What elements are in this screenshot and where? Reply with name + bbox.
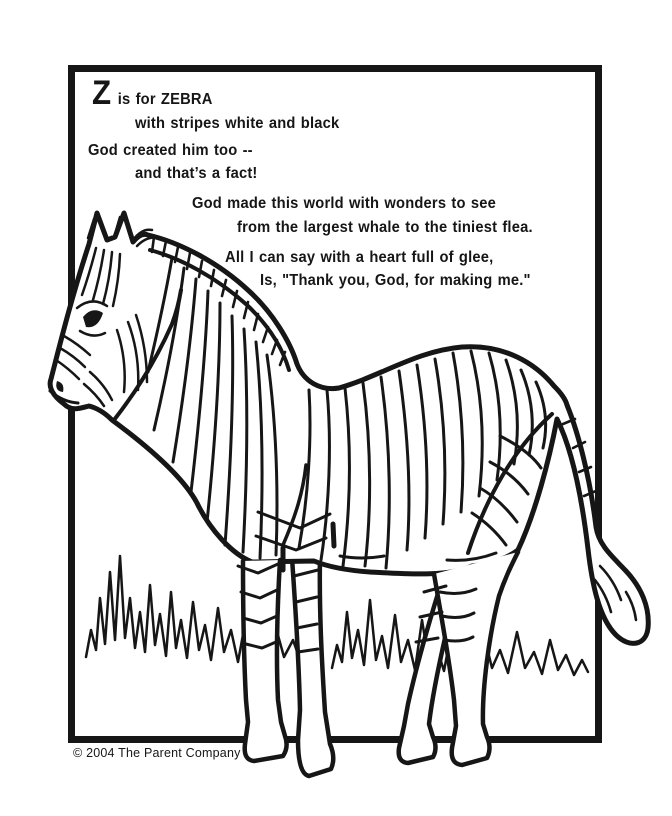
copyright-notice: © 2004 The Parent Company: [73, 746, 241, 760]
poem-line-1-text: is for ZEBRA: [117, 91, 213, 108]
poem-line-6: from the largest whale to the tiniest flea.: [237, 219, 533, 236]
zebra-far-front-leg: [292, 556, 333, 776]
poem-line-2: with stripes white and black: [135, 115, 340, 132]
poem-line-8: Is, "Thank you, God, for making me.": [260, 272, 531, 289]
poem-line-5: God made this world with wonders to see: [192, 195, 496, 212]
poem-line-7: All I can say with a heart full of glee,: [225, 249, 494, 266]
poem-line-3: God created him too --: [88, 142, 253, 159]
zebra-near-hind-leg: [434, 552, 518, 765]
poem-initial-letter: Z: [92, 74, 112, 112]
poem-line-4: and that’s a fact!: [135, 165, 258, 182]
